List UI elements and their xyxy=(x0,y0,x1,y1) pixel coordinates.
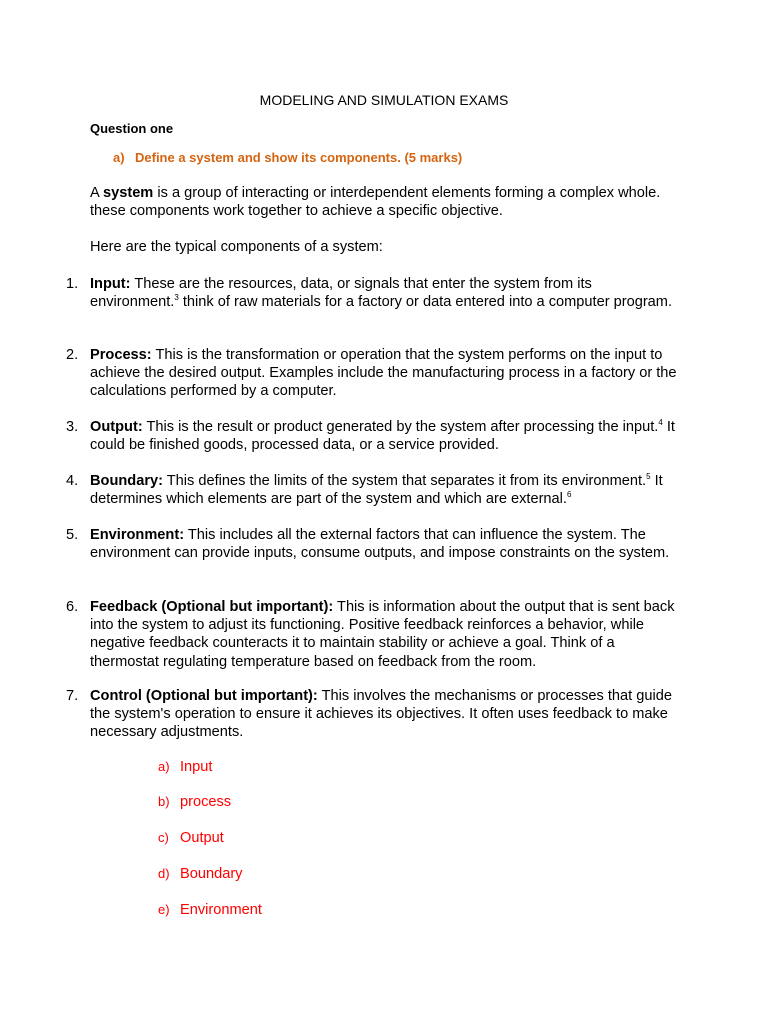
component-term: Environment: xyxy=(90,527,185,543)
component-term: Control (Optional but important): xyxy=(90,688,318,704)
component-text: This involves the mechanisms or processes that guide the system's operation to ensure it achieves its objectives. It often uses feedback to make necessary adjustments. xyxy=(90,688,672,741)
component-text: It determines which elements are part of the system and which are external. xyxy=(90,473,663,508)
component-text: This is the result or product generated by the system after processing the input. xyxy=(142,419,659,435)
component-text: This includes all the external factors that can influence the system. The environment can provide inputs, consume outputs, and impose constraints on the system. xyxy=(90,527,670,562)
answer-letter: a) xyxy=(158,759,170,774)
sub-question-text: Define a system and show its components. (5 marks) xyxy=(135,150,463,165)
answer-item xyxy=(158,866,242,882)
answer-letter: d) xyxy=(158,866,170,881)
component-text: This is information about the output that is sent back into the system to adjust its functioning. Positive feedback reinforces a behavior, while negative feedback counteracts it to maintain stability or achieve a goal. Think of a thermostat regulating temperature based on feedback from the room. xyxy=(90,599,675,670)
component-term: Feedback (Optional but important): xyxy=(90,599,334,615)
list-number: 6. xyxy=(66,599,79,615)
component-term: Process: xyxy=(90,347,152,363)
list-number: 1. xyxy=(66,276,79,292)
answer-text: process xyxy=(180,794,232,810)
list-number: 5. xyxy=(66,527,79,543)
component-item-environment xyxy=(66,526,680,562)
answer-item xyxy=(158,830,224,846)
component-text: This is the transformation or operation that the system performs on the input to achieve the desired output. Examples include the manufacturing process in a factory or the calculations performed by a computer. xyxy=(90,347,677,400)
intro-paragraph xyxy=(90,184,680,220)
components-lead: Here are the typical components of a system: xyxy=(90,239,383,255)
component-term: Boundary: xyxy=(90,473,163,489)
component-item-feedback xyxy=(66,598,680,671)
intro-prefix: A xyxy=(90,185,103,201)
answer-text: Input xyxy=(180,759,213,775)
component-text: This defines the limits of the system that separates it from its environment. xyxy=(162,473,647,489)
answer-item xyxy=(158,902,262,918)
answer-letter: c) xyxy=(158,830,169,845)
document-title: MODELING AND SIMULATION EXAMS xyxy=(259,92,509,108)
component-item-input xyxy=(66,275,680,311)
component-item-output xyxy=(66,418,680,454)
list-number: 7. xyxy=(66,688,79,704)
intro-rest: is a group of interacting or interdependent elements forming a complex whole. these components work together to achieve a specific objective. xyxy=(90,185,661,220)
component-text: It could be finished goods, processed data, or a service provided. xyxy=(90,419,675,454)
answer-text: Environment xyxy=(180,902,262,918)
list-number: 3. xyxy=(66,419,79,435)
answer-text: Output xyxy=(180,830,224,846)
component-text: think of raw materials for a factory or data entered into a computer program. xyxy=(178,294,673,311)
list-number: 2. xyxy=(66,347,79,363)
component-item-control xyxy=(66,687,680,742)
answer-item xyxy=(158,759,212,775)
component-item-process xyxy=(66,346,680,401)
footnote-ref: 6 xyxy=(566,490,572,500)
answer-letter: e) xyxy=(158,902,170,917)
sub-question xyxy=(113,150,462,165)
sub-question-marker: a) xyxy=(113,150,125,165)
list-number: 4. xyxy=(66,473,79,489)
footnote-ref: 5 xyxy=(646,472,651,482)
component-item-boundary xyxy=(66,472,680,508)
component-term: Output: xyxy=(90,419,143,435)
answer-text: Boundary xyxy=(180,866,243,882)
component-text: These are the resources, data, or signals that enter the system from its environment. xyxy=(90,276,592,311)
footnote-ref: 4 xyxy=(658,418,663,428)
intro-term: system xyxy=(102,185,154,201)
component-term: Input: xyxy=(90,276,131,292)
answer-letter: b) xyxy=(158,794,170,809)
answer-item xyxy=(158,794,231,810)
question-heading: Question one xyxy=(90,121,174,136)
footnote-ref: 3 xyxy=(174,293,179,303)
